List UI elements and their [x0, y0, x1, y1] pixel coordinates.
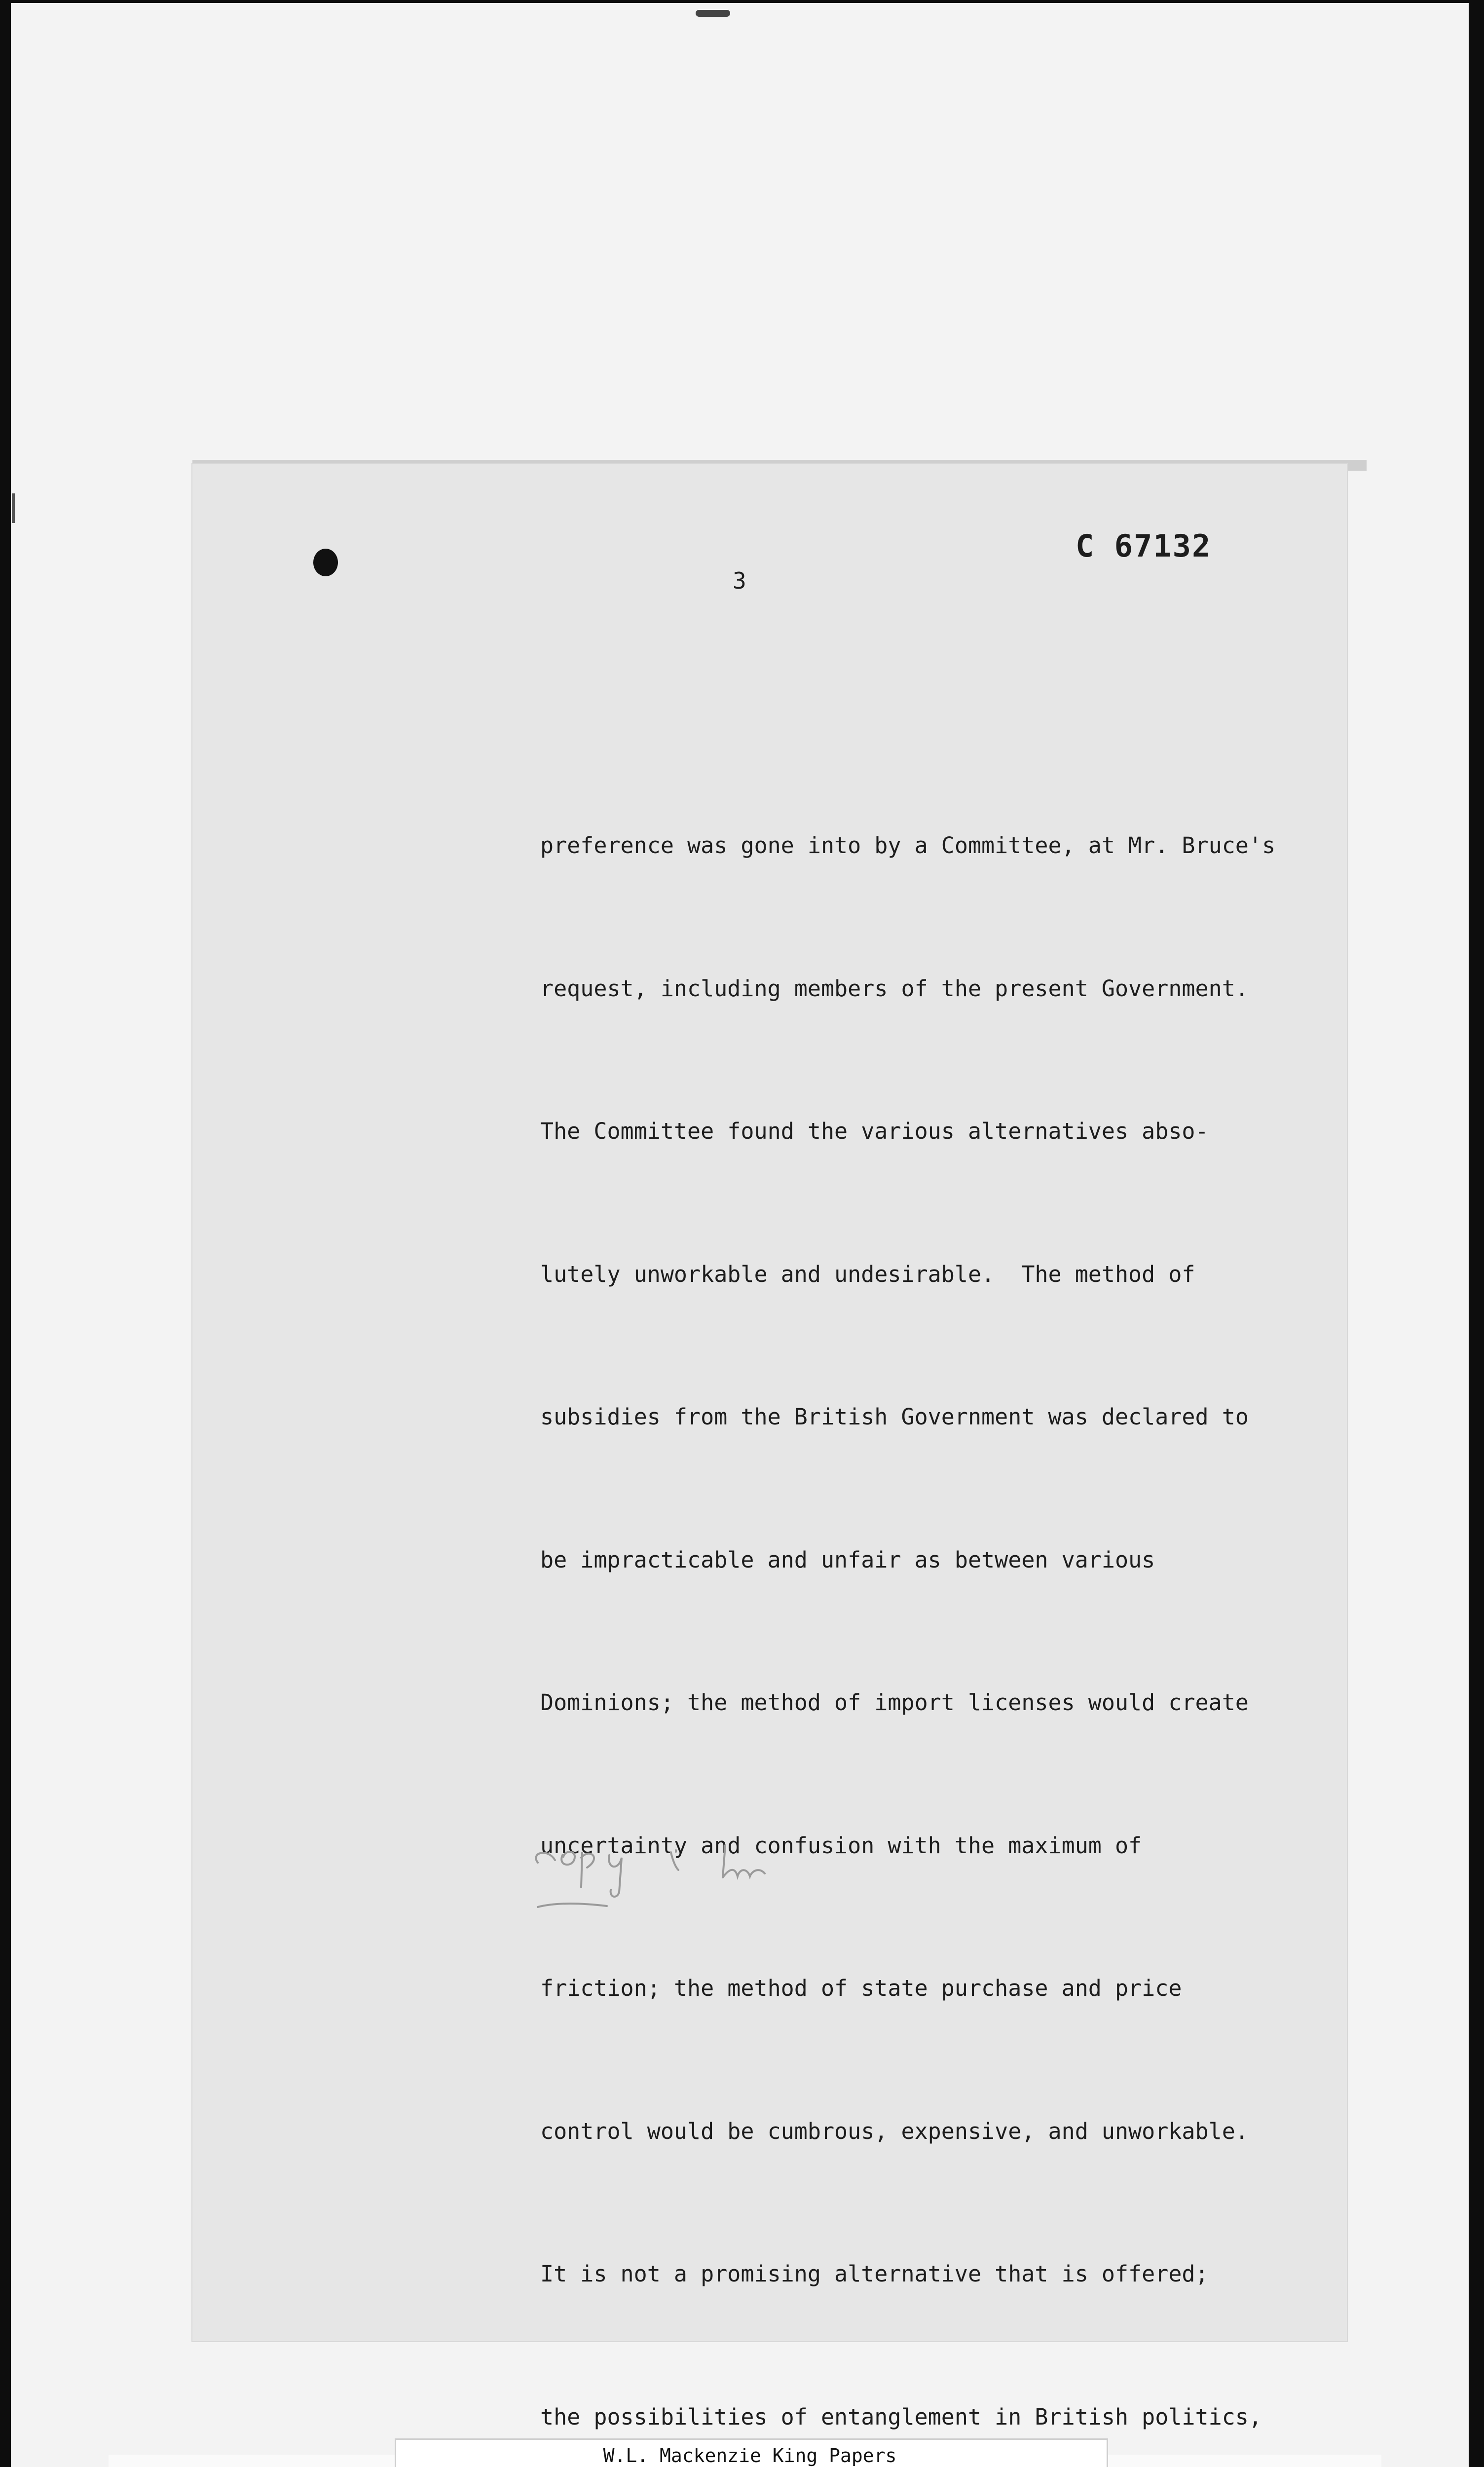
body-text — [540, 632, 1349, 2467]
paragraph-1 — [540, 727, 1349, 2467]
text-line: request, including members of the present Government. — [540, 975, 1249, 1002]
text-line: control would be cumbrous, expensive, and unworkable. — [540, 2118, 1249, 2144]
page-number: 3 — [733, 567, 746, 594]
text-line: be impracticable and unfair as between various — [540, 1546, 1155, 1573]
text-line: subsidies from the British Government was declared to — [540, 1404, 1249, 1430]
text-line: the possibilities of entanglement in British politics, — [540, 2403, 1262, 2430]
text-line: Dominions; the method of import licenses would create — [540, 1689, 1249, 1716]
text-line: friction; the method of state purchase and price — [540, 1975, 1182, 2001]
text-line: uncertainty and confusion with the maximum of — [540, 1832, 1142, 1859]
text-line: preference was gone into by a Committee, at Mr. Bruce's — [540, 832, 1276, 859]
text-line: It is not a promising alternative that is offered; — [540, 2261, 1209, 2287]
punch-hole-icon — [313, 549, 338, 576]
edge-mark — [12, 493, 15, 523]
collection-name: W.L. Mackenzie King Papers — [603, 2445, 897, 2467]
text-line: lutely unworkable and undesirable. The method of — [540, 1261, 1195, 1287]
film-mark — [696, 10, 730, 17]
document-code: C 67132 — [1076, 528, 1212, 564]
text-line: The Committee found the various alternatives abso- — [540, 1118, 1209, 1144]
handwritten-note — [528, 1833, 804, 1917]
